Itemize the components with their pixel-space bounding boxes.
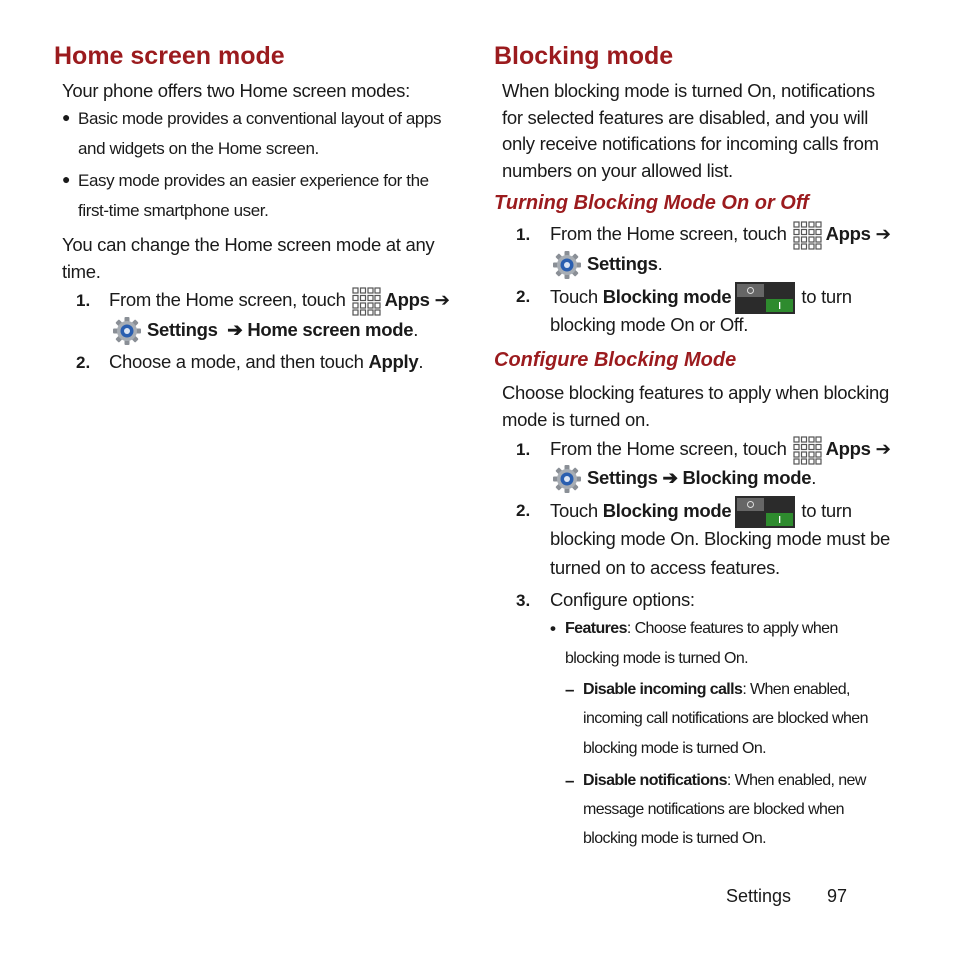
apps-grid-icon xyxy=(352,287,381,316)
configure-step2-line2: blocking mode On. Blocking mode must be xyxy=(550,528,890,549)
configure-step1-line1: From the Home screen, touch Apps ➔ xyxy=(550,435,891,465)
configure-intro-line1: Choose blocking features to apply when blocking xyxy=(502,382,889,403)
bullet-dot-icon: ● xyxy=(62,171,71,187)
blocking-intro-line2: for selected features are disabled, and you will xyxy=(502,107,869,128)
step-number: 1. xyxy=(76,291,91,310)
turning-step1-line2: Settings. xyxy=(552,250,662,280)
settings-gear-icon xyxy=(552,464,582,494)
blocking-intro-line3: only receive notifications for incoming calls from xyxy=(502,133,879,154)
blocking-intro-line1: When blocking mode is turned On, notifications xyxy=(502,80,875,101)
turning-step2-line1: Touch Blocking mode to turn xyxy=(550,282,852,314)
bullet-easy-line1: Easy mode provides an easier experience for the xyxy=(78,171,429,190)
step-number: 1. xyxy=(516,440,531,459)
home-step2: Choose a mode, and then touch Apply. xyxy=(109,351,424,372)
change-mode-line2: time. xyxy=(62,261,101,282)
blocking-mode-heading: Blocking mode xyxy=(494,42,674,70)
configure-intro-line2: mode is turned on. xyxy=(502,409,650,430)
option-notifications-line1: Disable notifications: When enabled, new xyxy=(583,772,866,789)
step-number: 2. xyxy=(76,353,91,372)
home-screen-mode-heading: Home screen mode xyxy=(54,42,285,70)
bullet-basic-line1: Basic mode provides a conventional layout of apps xyxy=(78,109,442,128)
toggle-switch-icon xyxy=(735,496,795,528)
page-number: 97 xyxy=(827,886,848,906)
settings-gear-icon xyxy=(552,250,582,280)
turning-blocking-heading: Turning Blocking Mode On or Off xyxy=(494,192,809,214)
option-incoming-line2: incoming call notifications are blocked when xyxy=(583,710,868,727)
blocking-intro-line4: numbers on your allowed list. xyxy=(502,160,733,181)
step-number: 1. xyxy=(516,225,531,244)
feature-line1: Features: Choose features to apply when xyxy=(565,620,838,637)
home-intro: Your phone offers two Home screen modes: xyxy=(62,80,410,101)
bullet-easy-line2: first-time smartphone user. xyxy=(78,201,269,220)
configure-step1-line2: Settings ➔ Blocking mode. xyxy=(552,464,816,494)
configure-blocking-heading: Configure Blocking Mode xyxy=(494,349,737,371)
configure-step3: Configure options: xyxy=(550,589,695,610)
step-number: 2. xyxy=(516,287,531,306)
option-notifications-line2: message notifications are blocked when xyxy=(583,801,844,818)
apps-grid-icon xyxy=(793,221,822,250)
apps-grid-icon xyxy=(793,436,822,465)
configure-step2-line3: turned on to access features. xyxy=(550,557,780,578)
toggle-switch-icon xyxy=(735,282,795,314)
step-number: 3. xyxy=(516,591,531,610)
dash-icon: – xyxy=(565,680,575,699)
home-step1-line1: From the Home screen, touch Apps ➔ xyxy=(109,286,450,316)
turning-step2-line2: blocking mode On or Off. xyxy=(550,314,749,335)
change-mode-line1: You can change the Home screen mode at any xyxy=(62,234,435,255)
settings-gear-icon xyxy=(112,316,142,346)
bullet-dot-icon: ● xyxy=(62,109,71,125)
dash-icon: – xyxy=(565,771,575,790)
home-step1-line2: Settings ➔ Home screen mode. xyxy=(112,316,418,346)
feature-bullet-icon: • xyxy=(550,619,556,638)
footer-section: Settings xyxy=(726,886,792,906)
configure-step2-line1: Touch Blocking mode to turn xyxy=(550,496,852,528)
feature-line2: blocking mode is turned On. xyxy=(565,650,749,667)
bullet-basic-line2: and widgets on the Home screen. xyxy=(78,139,319,158)
option-incoming-line1: Disable incoming calls: When enabled, xyxy=(583,681,850,698)
page-footer xyxy=(726,886,847,907)
option-notifications-line3: blocking mode is turned On. xyxy=(583,830,767,847)
step-number: 2. xyxy=(516,501,531,520)
turning-step1-line1: From the Home screen, touch Apps ➔ xyxy=(550,220,891,250)
option-incoming-line3: blocking mode is turned On. xyxy=(583,740,767,757)
